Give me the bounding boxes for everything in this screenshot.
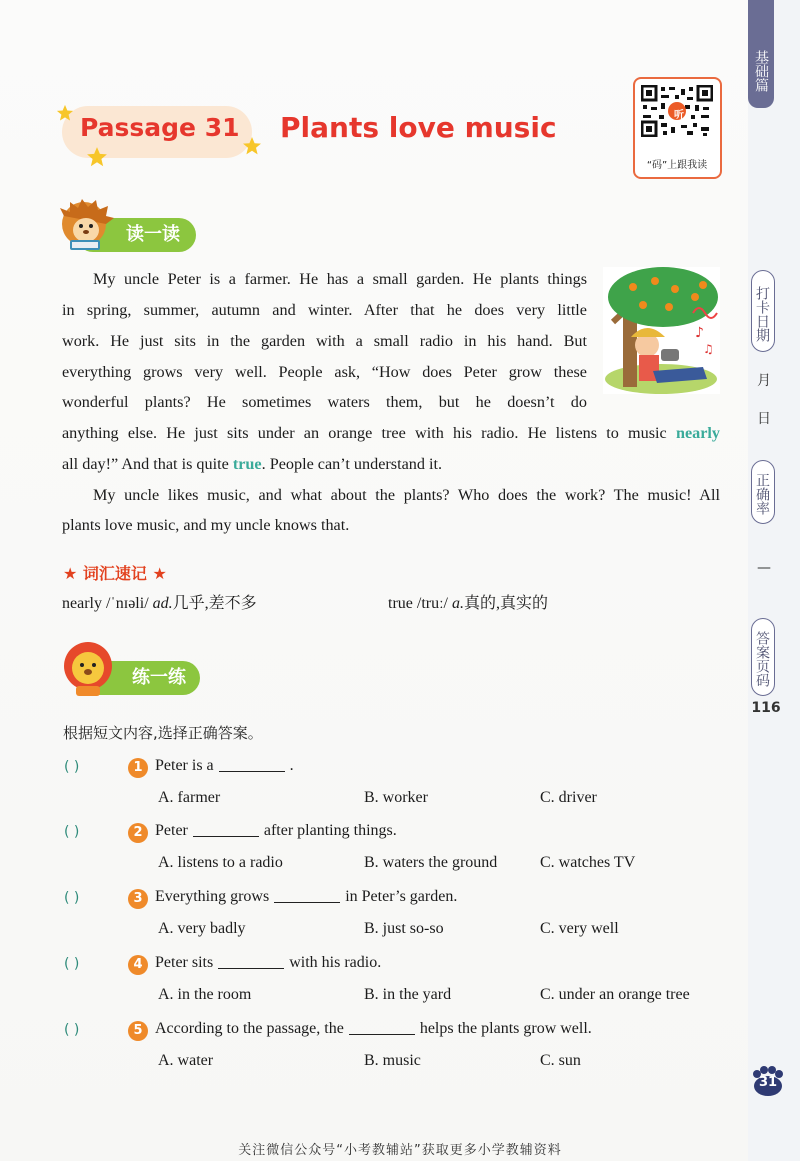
day-label: 日 <box>757 411 771 427</box>
question-number: 1 <box>128 758 148 778</box>
passage-paragraph-2-cont <box>62 510 689 541</box>
vocab-phonetic: /ˈnɪəli/ <box>105 595 149 612</box>
passage-line-text: . People can’t understand it. <box>261 454 443 473</box>
vocab-item-nearly <box>62 590 257 613</box>
question-after: with his radio. <box>289 954 382 971</box>
passage-paragraph-1 <box>93 264 587 295</box>
answer-option[interactable]: C. under an orange tree <box>540 986 690 1003</box>
question-text <box>155 888 457 906</box>
question-after: after planting things. <box>263 822 397 839</box>
answer-option[interactable]: B. just so-so <box>364 920 444 937</box>
svg-text:♪: ♪ <box>695 325 704 341</box>
star-icon <box>86 146 108 168</box>
answer-option[interactable]: B. music <box>364 1052 421 1069</box>
answer-blank[interactable] <box>349 1033 415 1035</box>
vocab-meaning: 几乎,差不多 <box>172 595 257 612</box>
answer-paren[interactable]: ( ) <box>64 1022 80 1038</box>
question-number: 3 <box>128 889 148 909</box>
question-after: . <box>289 757 294 774</box>
answer-paren[interactable]: ( ) <box>64 759 80 775</box>
answer-paren[interactable]: ( ) <box>64 956 80 972</box>
practice-instruction: 根据短文内容,选择正确答案。 <box>63 724 263 742</box>
answer-option[interactable]: B. worker <box>364 789 428 806</box>
keyword-true: true <box>232 454 262 473</box>
answer-option[interactable]: A. very badly <box>158 920 246 937</box>
question-before: Peter <box>155 822 188 839</box>
passage-paragraph-1-cont <box>62 295 587 418</box>
month-label: 月 <box>757 373 771 389</box>
vocab-pos: ad. <box>152 595 173 612</box>
footer-note: 关注微信公众号“小考教辅站”获取更多小学教辅资料 <box>238 1143 562 1158</box>
svg-text:♫: ♫ <box>703 342 714 356</box>
vocab-word: nearly <box>62 595 102 612</box>
answer-paren[interactable]: ( ) <box>64 890 80 906</box>
section-tab-basic[interactable]: 基础篇 <box>748 0 774 108</box>
passage-line: My uncle Peter is a farmer. He has a small garden. He plants things <box>93 270 587 288</box>
passage-line <box>62 418 720 449</box>
passage-line: My uncle likes music, and what about the plants? Who does the work? The music! All <box>93 486 720 504</box>
answer-option[interactable]: C. watches TV <box>540 854 636 871</box>
question-number: 4 <box>128 955 148 975</box>
answer-blank[interactable] <box>219 770 285 772</box>
question-number: 5 <box>128 1021 148 1041</box>
read-section-banner: 读一读 <box>76 218 196 252</box>
answer-page-label: 答案页码 <box>751 618 775 696</box>
vocab-word: true <box>388 595 413 612</box>
farmer-under-tree-illustration <box>603 267 720 394</box>
passage-line: everything grows very well. People ask, “How does Peter grow these <box>62 362 587 381</box>
passage-line <box>62 449 720 480</box>
question-before: Peter is a <box>155 757 214 774</box>
question-after: helps the plants grow well. <box>419 1020 592 1037</box>
question-number: 2 <box>128 823 148 843</box>
passage-line: plants love music, and my uncle knows that. <box>62 516 350 534</box>
passage-number: Passage 31 <box>80 113 240 142</box>
answer-option[interactable]: A. in the room <box>158 986 252 1003</box>
accuracy-label: 正确率 <box>751 460 775 524</box>
page-title: Plants love music <box>280 111 557 144</box>
answer-option[interactable]: C. very well <box>540 920 619 937</box>
practice-section-banner: 练一练 <box>82 661 200 695</box>
checkin-date-label: 打卡日期 <box>751 270 775 352</box>
vocab-meaning: 真的,真实的 <box>463 595 548 612</box>
answer-blank[interactable] <box>274 901 340 903</box>
answer-blank[interactable] <box>193 835 259 837</box>
accuracy-dash: — <box>757 560 771 576</box>
qr-listen-label: 听 <box>674 110 684 121</box>
lion-icon <box>62 640 114 698</box>
answer-blank[interactable] <box>218 967 284 969</box>
answer-option[interactable]: A. water <box>158 1052 214 1069</box>
answer-option[interactable]: C. driver <box>540 789 597 806</box>
answer-option[interactable]: A. farmer <box>158 789 221 806</box>
passage-line: wonderful plants? He sometimes waters them, but he doesn’t do <box>62 393 587 412</box>
vocab-title: ★ 词汇速记 ★ <box>63 564 167 583</box>
answer-paren[interactable]: ( ) <box>64 824 80 840</box>
page-number: 31 <box>758 1075 778 1090</box>
question-text <box>155 954 381 972</box>
vocab-phonetic: /truː/ <box>416 595 448 612</box>
passage-line: work. He just sits in the garden with a small radio in his hand. But <box>62 331 587 350</box>
question-text <box>155 822 397 840</box>
passage-paragraph-2 <box>93 480 720 511</box>
star-icon <box>242 136 262 156</box>
passage-paragraph-1-wide <box>62 418 720 480</box>
vocab-pos: a. <box>451 595 464 612</box>
question-after: in Peter’s garden. <box>345 888 458 905</box>
answer-page-number: 116 <box>751 700 781 716</box>
question-text <box>155 1020 592 1038</box>
question-text <box>155 757 294 775</box>
vocab-item-true <box>388 590 548 613</box>
question-before: Everything grows <box>155 888 270 905</box>
star-icon <box>56 104 74 122</box>
passage-line-text: all day!” And that is quite <box>62 454 229 473</box>
hedgehog-icon <box>56 198 114 256</box>
passage-line: in spring, summer, autumn and winter. After that he does very little <box>62 301 587 319</box>
answer-option[interactable]: C. sun <box>540 1052 581 1069</box>
answer-option[interactable]: B. in the yard <box>364 986 452 1003</box>
qr-caption: “码”上跟我读 <box>646 160 708 171</box>
keyword-nearly: nearly <box>675 424 721 442</box>
question-before: According to the passage, the <box>155 1020 344 1037</box>
answer-option[interactable]: B. waters the ground <box>364 854 498 871</box>
passage-line-text: anything else. He just sits under an orange tree with his radio. He listens to music <box>62 424 667 442</box>
answer-option[interactable]: A. listens to a radio <box>158 854 283 871</box>
question-before: Peter sits <box>155 954 214 971</box>
side-tab-strip <box>748 0 800 1161</box>
